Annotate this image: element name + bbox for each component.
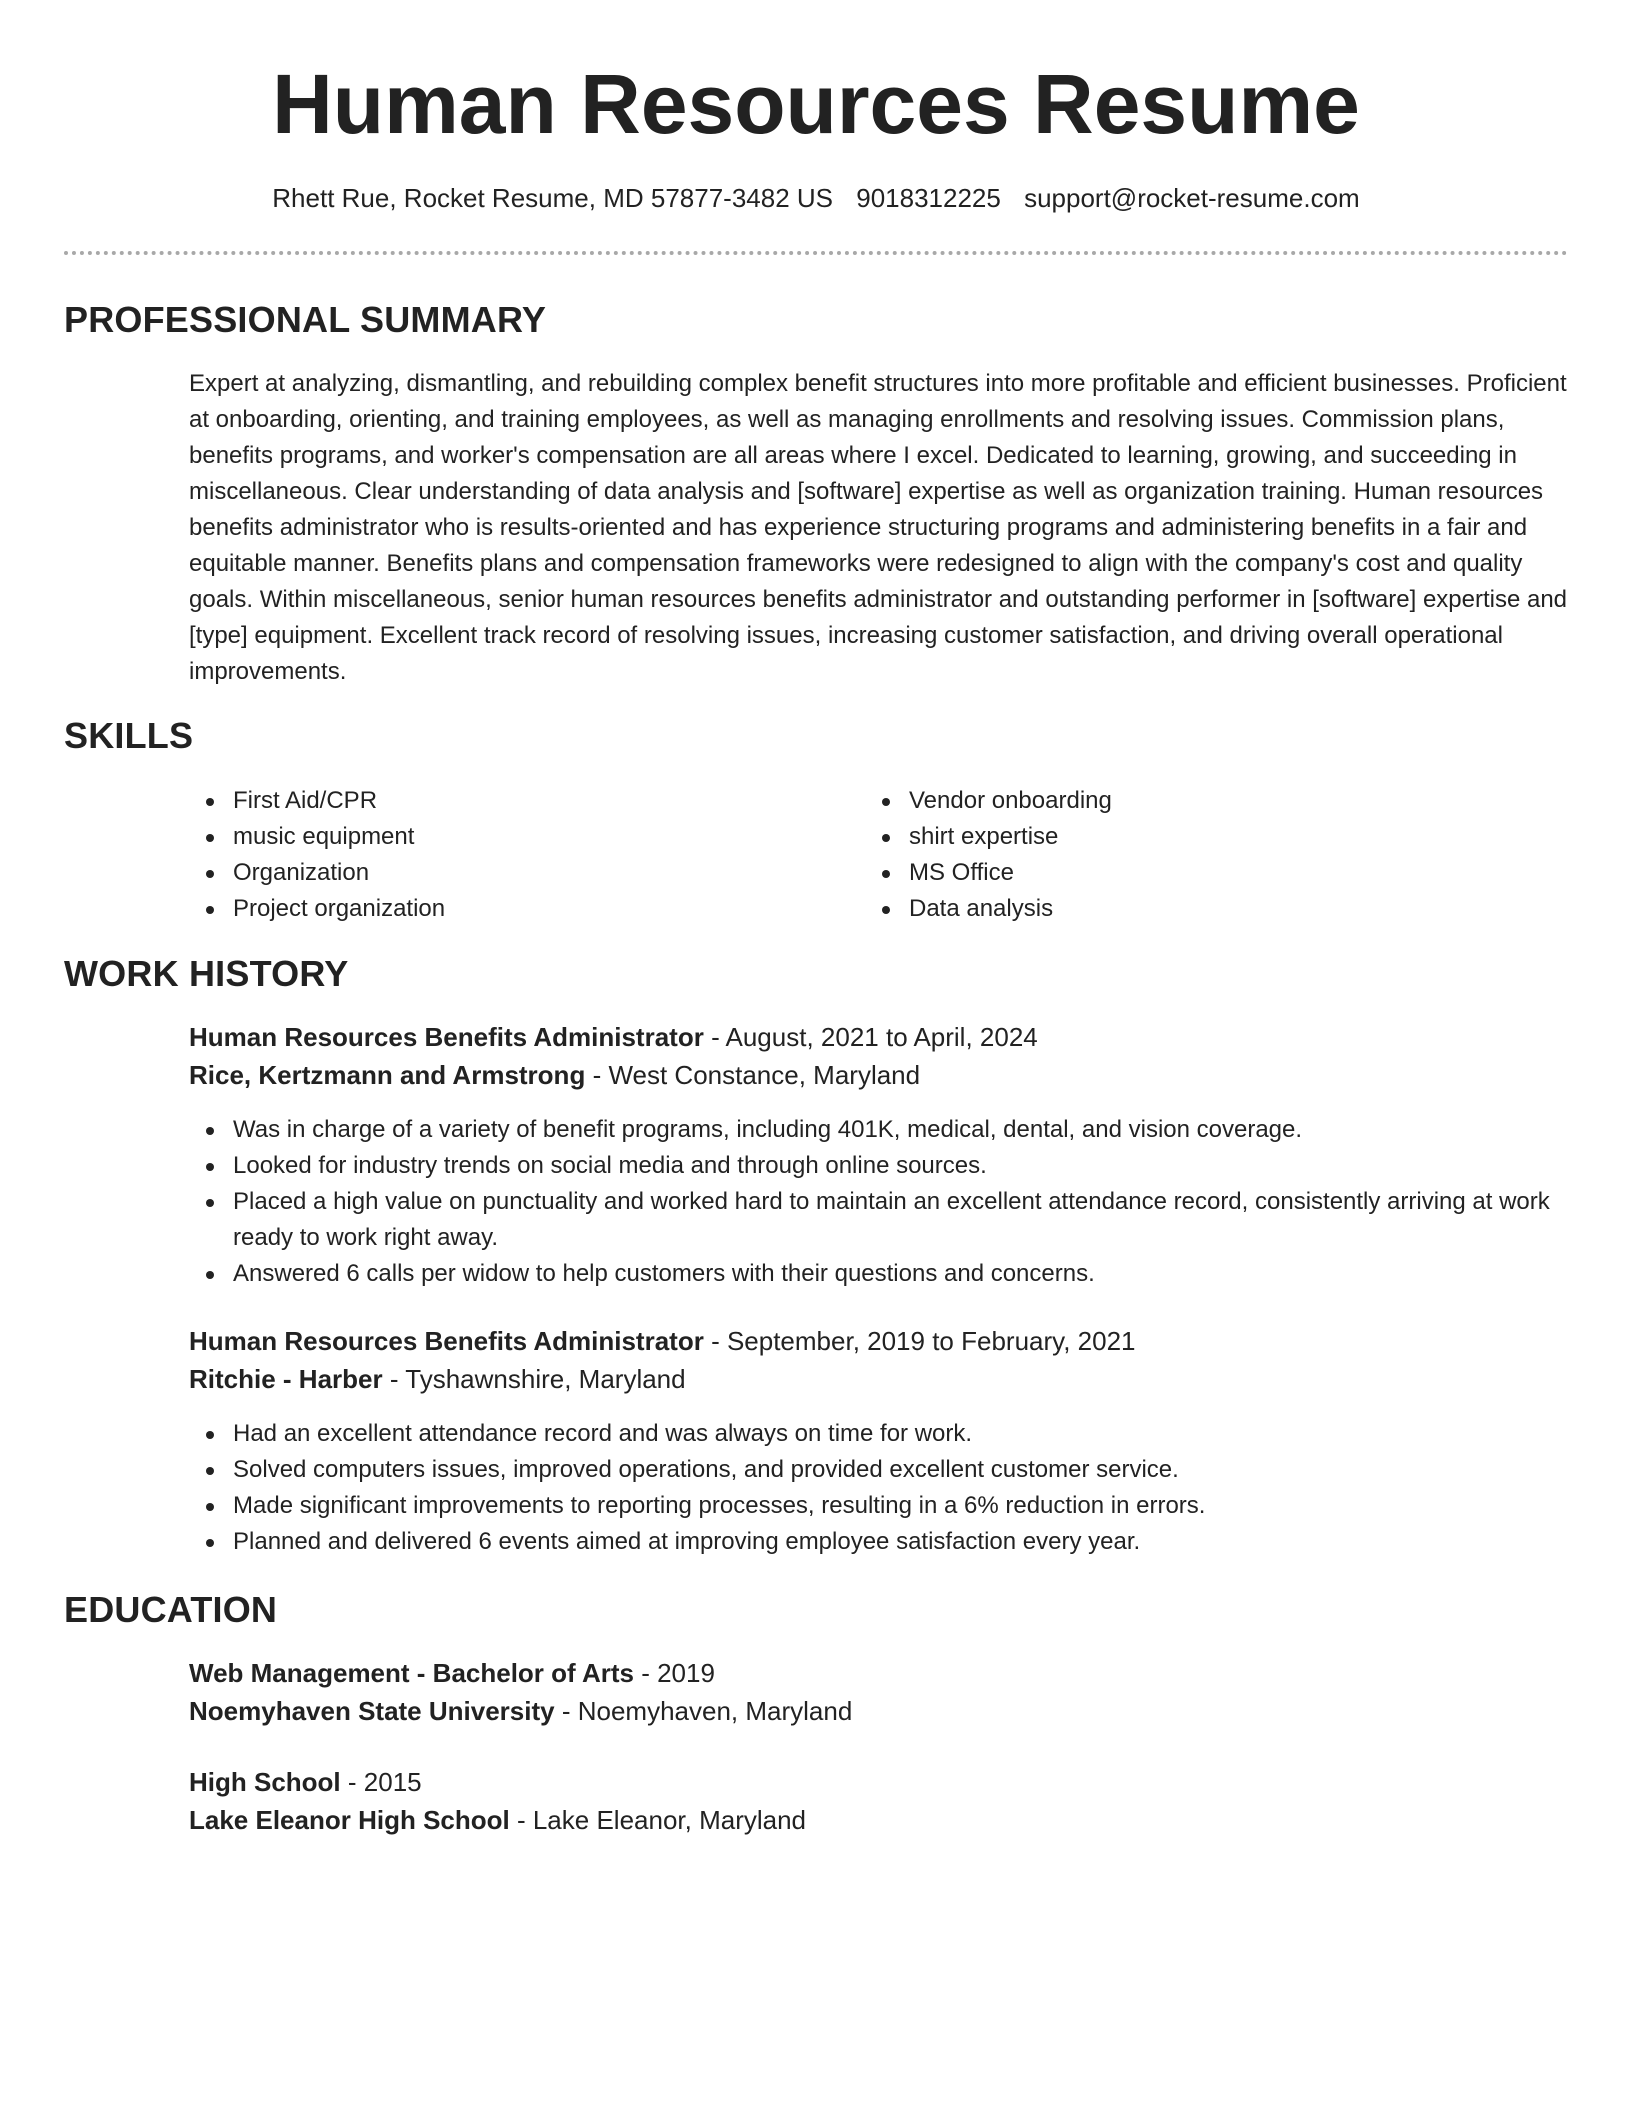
job-duty: Answered 6 calls per widow to help customers with their questions and concerns. bbox=[189, 1256, 1569, 1292]
contact-email: support@rocket-resume.com bbox=[1024, 183, 1360, 213]
education-degree: High School bbox=[189, 1767, 341, 1797]
job-dates: - August, 2021 to April, 2024 bbox=[711, 1022, 1038, 1052]
education-degree-line bbox=[189, 1763, 422, 1801]
education-school: Noemyhaven State University bbox=[189, 1696, 555, 1726]
skill-item: First Aid/CPR bbox=[189, 783, 829, 819]
job-company-line bbox=[189, 1056, 920, 1094]
job-title-line bbox=[189, 1018, 1038, 1056]
skill-item: music equipment bbox=[189, 819, 829, 855]
job-duties bbox=[189, 1416, 1569, 1560]
contact-line bbox=[0, 180, 1632, 216]
skill-item: shirt expertise bbox=[865, 819, 1505, 855]
education-year: - 2015 bbox=[347, 1767, 422, 1797]
skills-list-right bbox=[865, 783, 1505, 927]
job-duty: Made significant improvements to reporting processes, resulting in a 6% reduction in errors. bbox=[189, 1488, 1569, 1524]
job-company: Ritchie - Harber bbox=[189, 1364, 383, 1394]
job-title: Human Resources Benefits Administrator bbox=[189, 1022, 704, 1052]
job-dates: - September, 2019 to February, 2021 bbox=[711, 1326, 1136, 1356]
skills-list-left bbox=[189, 783, 829, 927]
job-title: Human Resources Benefits Administrator bbox=[189, 1326, 704, 1356]
education-school-line bbox=[189, 1801, 806, 1839]
job-duty: Had an excellent attendance record and was always on time for work. bbox=[189, 1416, 1569, 1452]
education-location: - Lake Eleanor, Maryland bbox=[516, 1805, 807, 1835]
job-location: - Tyshawnshire, Maryland bbox=[389, 1364, 686, 1394]
education-heading: EDUCATION bbox=[64, 1589, 278, 1630]
job-duty: Placed a high value on punctuality and worked hard to maintain an excellent attendance record, consistently arriving at work ready to work right away. bbox=[189, 1184, 1569, 1256]
skill-item: Organization bbox=[189, 855, 829, 891]
education-school-line bbox=[189, 1692, 852, 1730]
education-location: - Noemyhaven, Maryland bbox=[561, 1696, 853, 1726]
education-degree: Web Management - Bachelor of Arts bbox=[189, 1658, 634, 1688]
education-degree-line bbox=[189, 1654, 715, 1692]
contact-address: Rhett Rue, Rocket Resume, MD 57877-3482 US bbox=[272, 183, 833, 213]
contact-phone: 9018312225 bbox=[856, 183, 1001, 213]
job-company-line bbox=[189, 1360, 686, 1398]
header-divider bbox=[64, 251, 1568, 255]
job-duty: Was in charge of a variety of benefit programs, including 401K, medical, dental, and vision coverage. bbox=[189, 1112, 1569, 1148]
work-history-heading: WORK HISTORY bbox=[64, 953, 349, 994]
education-school: Lake Eleanor High School bbox=[189, 1805, 510, 1835]
job-duty: Looked for industry trends on social media and through online sources. bbox=[189, 1148, 1569, 1184]
summary-text: Expert at analyzing, dismantling, and rebuilding complex benefit structures into more profitable and efficient businesses. Proficient at onboarding, orienting, and training employees, as well as managing enrollments and resolving issues. Commission plans, benefits programs, and worker's compensation are all areas where I excel. Dedicated to learning, growing, and succeeding in miscellaneous. Clear understanding of data analysis and [software] expertise as well as organization training. Human resources benefits administrator who is results-oriented and has experience structuring programs and administering benefits in a fair and equitable manner. Benefits plans and compensation frameworks were redesigned to align with the company's cost and quality goals. Within miscellaneous, senior human resources benefits administrator and outstanding performer in [software] expertise and [type] equipment. Excellent track record of resolving issues, increasing customer satisfaction, and driving overall operational improvements. bbox=[189, 370, 1568, 685]
summary-heading: PROFESSIONAL SUMMARY bbox=[64, 299, 547, 340]
resume-title: Human Resources Resume bbox=[272, 57, 1360, 151]
job-duty: Planned and delivered 6 events aimed at improving employee satisfaction every year. bbox=[189, 1524, 1569, 1560]
skill-item: MS Office bbox=[865, 855, 1505, 891]
job-duty: Solved computers issues, improved operations, and provided excellent customer service. bbox=[189, 1452, 1569, 1488]
job-duties bbox=[189, 1112, 1569, 1292]
job-company: Rice, Kertzmann and Armstrong bbox=[189, 1060, 586, 1090]
skill-item: Project organization bbox=[189, 891, 829, 927]
skill-item: Vendor onboarding bbox=[865, 783, 1505, 819]
job-location: - West Constance, Maryland bbox=[592, 1060, 921, 1090]
job-title-line bbox=[189, 1322, 1136, 1360]
education-year: - 2019 bbox=[641, 1658, 715, 1688]
skill-item: Data analysis bbox=[865, 891, 1505, 927]
skills-heading: SKILLS bbox=[64, 715, 194, 756]
